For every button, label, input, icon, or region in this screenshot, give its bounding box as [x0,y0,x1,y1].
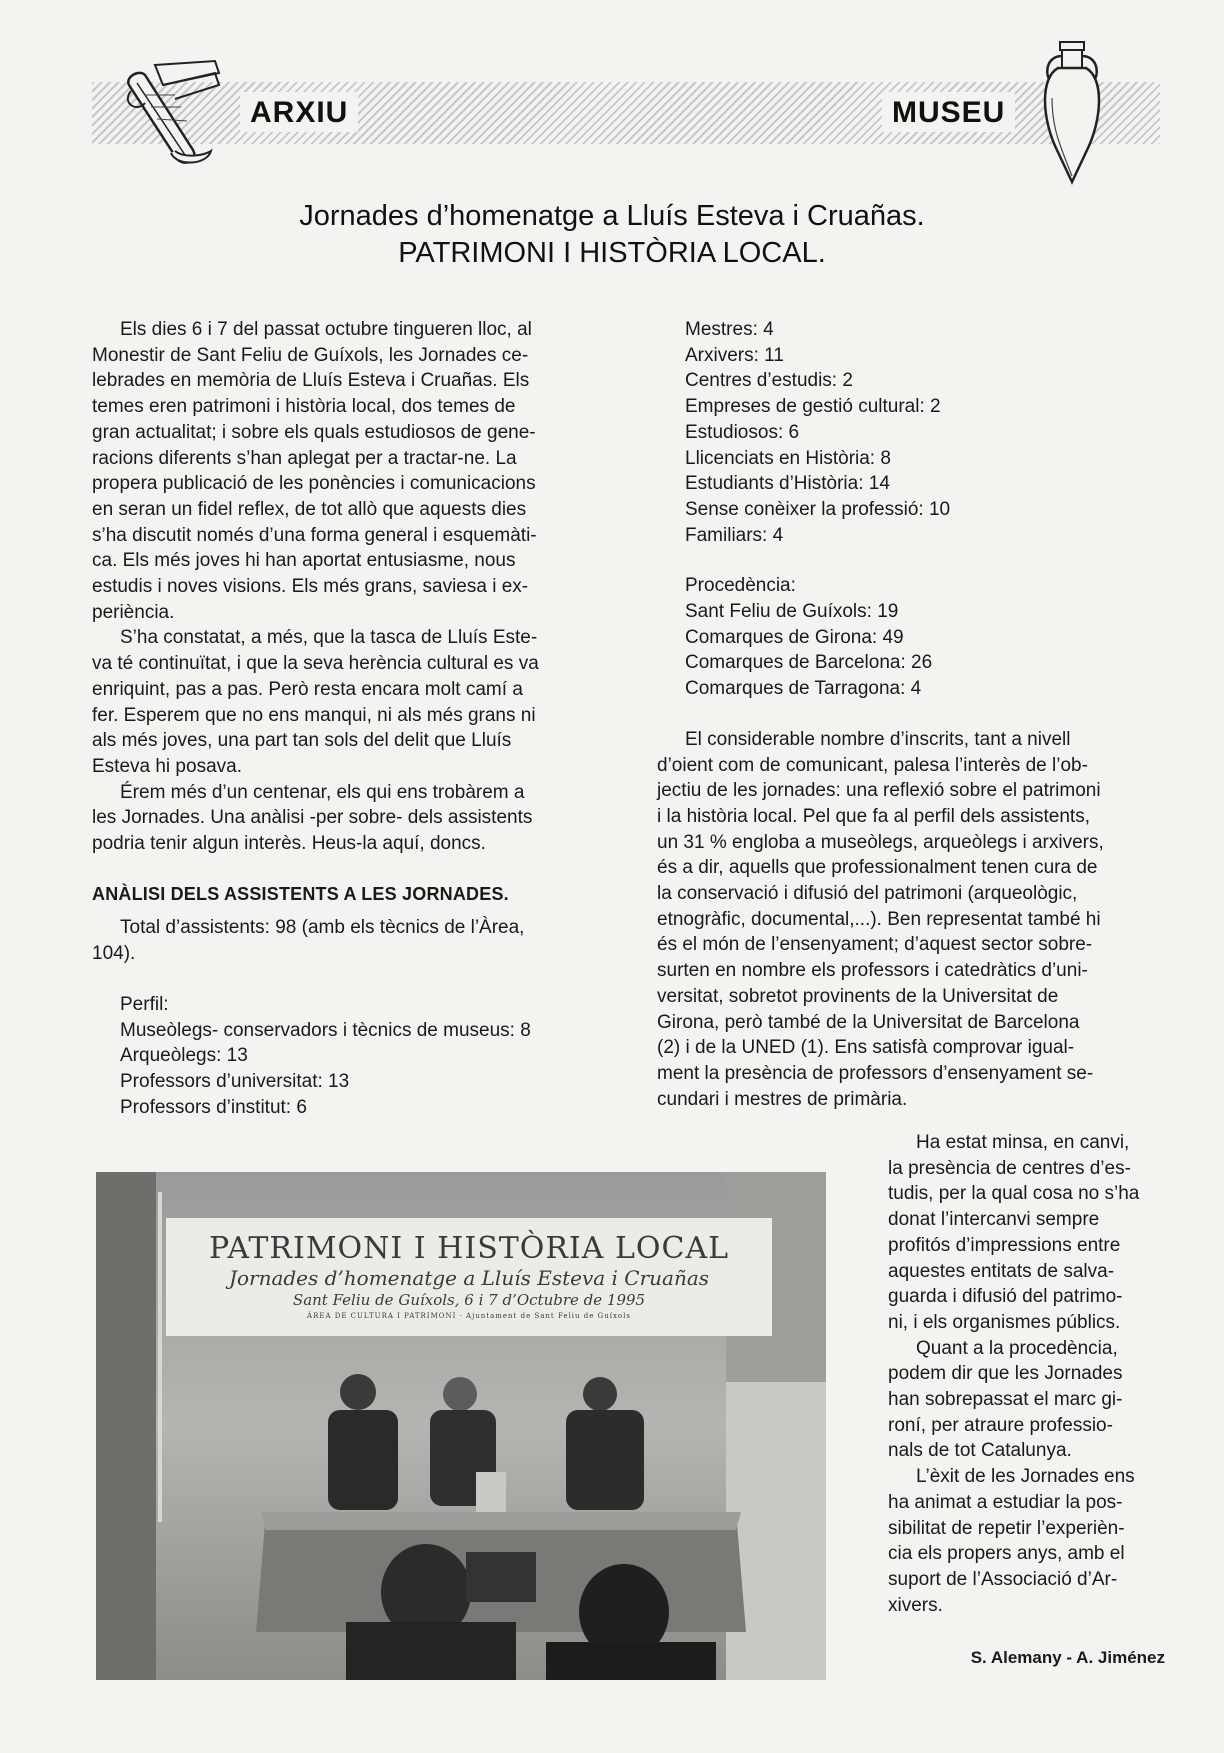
left-column [92,317,598,1120]
text-line: la presència de centres d’es- [888,1157,1131,1179]
title-line-2: PATRIMONI I HISTÒRIA LOCAL. [398,237,826,269]
text-line: temes eren patrimoni i història local, dos temes de [92,396,516,418]
scroll-icon [115,55,225,170]
text-line: etnogràfic, documental,...). Ben representat també hi [657,908,1101,930]
text-line: suport de l’Associació d’Ar- [888,1568,1118,1590]
list-item: Professors d’universitat: 13 [120,1070,350,1092]
signature: S. Alemany - A. Jiménez [970,1648,1165,1667]
text-line: en seran un fidel reflex, de tot allò que aquests dies [92,498,527,520]
text-line: han sobrepassat el marc gi- [888,1389,1123,1411]
text-line: periència. [92,601,175,623]
right-lower-column [888,1130,1163,1618]
origin-paragraph [888,1336,1163,1465]
text-line: Érem més d’un centenar, els qui ens trobàrem a [120,781,525,803]
list-item: Mestres: 4 [685,319,774,340]
list-item: Centres d’estudis: 2 [685,370,853,392]
text-line: Monestir de Sant Feliu de Guíxols, les Jornades ce- [92,344,529,366]
text-line: (2) i de la UNED (1). Ens satisfà comprovar igual- [657,1037,1075,1059]
text-line: és el món de l’ensenyament; d’aquest sector sobre- [657,934,1093,956]
photo-banner [166,1218,772,1336]
text-line: sibilitat de repetir l’experièn- [888,1517,1125,1539]
text-line: S’ha constatat, a més, que la tasca de Lluís Este- [120,627,538,649]
text-line: als més joves, una part tan sols del delit que Lluís [92,730,512,752]
text-line: lebrades en memòria de Lluís Esteva i Cruañas. Els [92,370,530,392]
banner-small-print: ÀREA DE CULTURA I PATRIMONI · Ajuntament de Sant Feliu de Guíxols [307,1312,631,1320]
section-label-arxiu: ARXIU [240,92,358,132]
text-line: cia els propers anys, amb el [888,1543,1125,1565]
profile-list-continued [657,317,1163,548]
right-column [657,317,1163,1112]
text-line: podem dir que les Jornades [888,1363,1123,1385]
text-line: ment la presència de professors d’ensenyament se- [657,1062,1094,1084]
text-line: ha animat a estudiar la pos- [888,1491,1123,1513]
intro-paragraph [92,317,598,625]
text-line: El considerable nombre d’inscrits, tant a nivell [685,728,1071,750]
article-title [0,198,1224,272]
text-line: la conservació i difusió del patrimoni (arqueològic, [657,883,1078,905]
text-line: un 31 % engloba a museòlegs, arqueòlegs i arxivers, [657,831,1104,853]
profile-list [92,992,598,1121]
banner-subtitle: Jornades d’homenatge a Lluís Esteva i Cruañas [228,1266,710,1290]
text-line: les Jornades. Una anàlisi -per sobre- dels assistents [92,807,533,829]
text-line: profitós d’impressions entre [888,1234,1121,1256]
text-line: ca. Els més joves hi han aportat entusiasme, nous [92,550,516,572]
list-item: Estudiants d’Història: 14 [685,473,890,495]
section-label-museu: MUSEU [882,92,1015,132]
text-line: enriquint, pas a pas. Però resta encara molt camí a [92,678,523,700]
text-line: Esteva hi posava. [92,755,242,777]
text-line: versitat, sobretot provinents de la Universitat de [657,985,1059,1007]
text-line: roní, per atraure professio- [888,1414,1113,1436]
text-line: ni, i els organismes públics. [888,1311,1121,1333]
text-line: tudis, per la qual cosa no s’ha [888,1183,1140,1205]
success-paragraph [888,1464,1163,1618]
list-item: Arxivers: 11 [685,344,784,366]
text-line: gran actualitat; i sobre els quals estudiosos de gene- [92,421,536,443]
text-line: va té continuïtat, i que la seva herència cultural es va [92,653,539,675]
list-item: Empreses de gestió cultural: 2 [685,396,941,418]
banner-place: Sant Feliu de Guíxols, 6 i 7 d’Octubre de 1995 [292,1291,646,1309]
text-line: surten en nombre els professors i catedràtics d’uni- [657,960,1088,982]
text-line: L’èxit de les Jornades ens [916,1466,1135,1488]
text-line: propera publicació de les ponències i comunicacions [92,473,536,495]
text-line: donat l’intercanvi sempre [888,1209,1100,1231]
list-item: Comarques de Barcelona: 26 [685,652,933,674]
list-item: Arqueòlegs: 13 [120,1045,248,1067]
text-line: és a dir, aquells que professionalment tenen cura de [657,857,1098,879]
text-line: cundari i mestres de primària. [657,1088,908,1110]
analysis-heading: ANÀLISI DELS ASSISTENTS A LES JORNADES. [92,883,509,904]
list-item: Museòlegs- conservadors i tècnics de museus: 8 [120,1019,531,1041]
text-line: jectiu de les jornades: una reflexió sobre el patrimoni [657,780,1101,802]
list-item: Comarques de Girona: 49 [685,626,904,648]
text-line: s’ha discutit només d’una forma general i esquemàti- [92,524,537,546]
amphora-icon [1038,38,1106,186]
list-item: Estudiosos: 6 [685,421,800,443]
text-line: xivers. [888,1594,943,1616]
total-attendees [92,915,598,966]
profile-heading: Perfil: [120,993,169,1015]
text-line: Quant a la procedència, [916,1337,1118,1359]
list-item: Sense conèixer la professió: 10 [685,498,951,520]
inscriptions-paragraph [657,727,1163,1113]
list-item: Comarques de Tarragona: 4 [685,678,922,700]
origin-list [657,573,1163,702]
text-line: racions diferents s’han aplegat per a tractar-ne. La [92,447,517,469]
list-item: Familiars: 4 [685,524,784,546]
list-item: Llicenciats en Història: 8 [685,447,891,469]
text-line: estudis i noves visions. Els més grans, saviesa i ex- [92,576,529,598]
list-item: Professors d’institut: 6 [120,1096,307,1118]
list-item: Sant Feliu de Guíxols: 19 [685,601,899,623]
banner-title: PATRIMONI I HISTÒRIA LOCAL [208,1231,730,1266]
text-line: Ha estat minsa, en canvi, [916,1132,1130,1153]
origin-heading: Procedència: [685,575,796,597]
text-line: Els dies 6 i 7 del passat octubre tingueren lloc, al [120,319,532,340]
text-line: aquestes entitats de salva- [888,1260,1115,1282]
text-line: podria tenir algun interès. Heus-la aquí, doncs. [92,833,486,855]
text-line: Girona, però també de la Universitat de Barcelona [657,1011,1080,1033]
attendance-paragraph [92,780,598,857]
text-line: nals de tot Catalunya. [888,1440,1072,1462]
title-line-1: Jornades d’homenatge a Lluís Esteva i Cruañas. [299,200,925,232]
study-centres-paragraph [888,1130,1163,1336]
text-line: i la història local. Pel que fa al perfil dels assistents, [657,805,1090,827]
continuity-paragraph [92,625,598,779]
text-line: 104). [92,943,136,965]
text-line: fer. Esperem que no ens manqui, ni als més grans ni [92,704,536,726]
text-line: d’oient com de comunicant, palesa l’interès de l’ob- [657,754,1088,776]
text-line: Total d’assistents: 98 (amb els tècnics de l’Àrea, [120,917,525,939]
conference-photo [96,1172,826,1680]
text-line: guarda i difusió del patrimo- [888,1286,1123,1308]
